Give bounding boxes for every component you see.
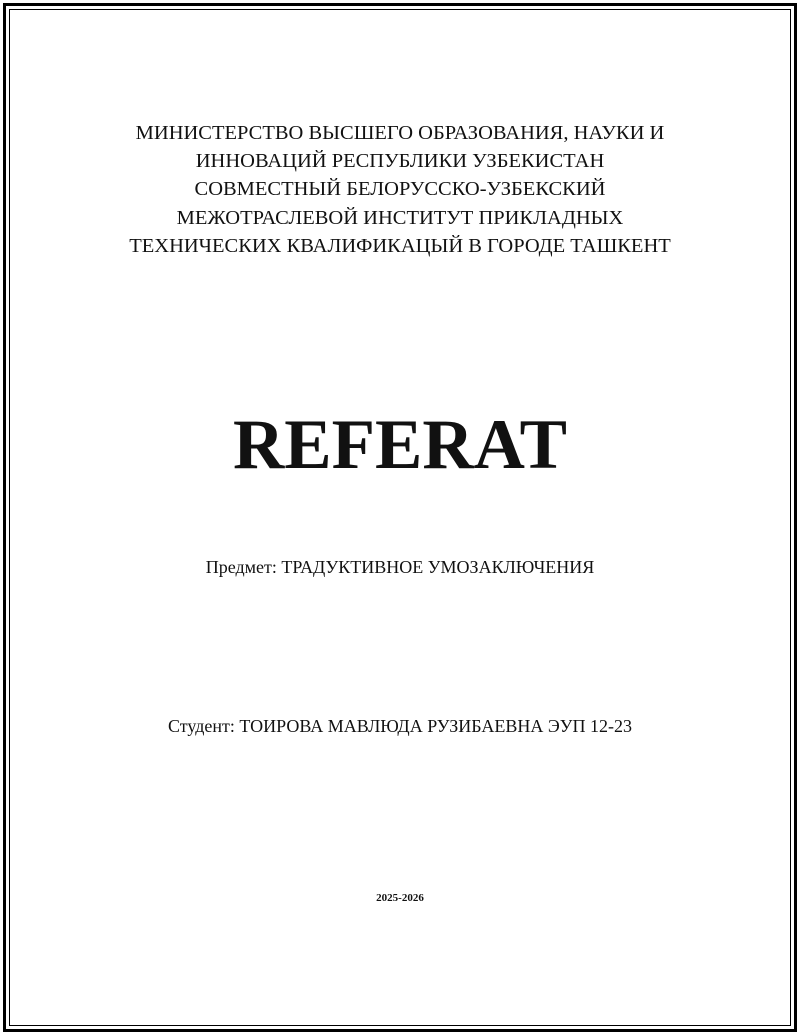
institution-header-line: ИННОВАЦИЙ РЕСПУБЛИКИ УЗБЕКИСТАН [195,150,605,173]
institution-header-line: СОВМЕСТНЫЙ БЕЛОРУССКО-УЗБЕКСКИЙ [194,178,606,201]
subject-line: Предмет: ТРАДУКТИВНОЕ УМОЗАКЛЮЧЕНИЯ [205,557,595,577]
institution-header [0,119,800,260]
institution-header-line: МЕЖОТРАСЛЕВОЙ ИНСТИТУТ ПРИКЛАДНЫХ [176,206,624,229]
document-title: REFERAT [233,406,567,484]
student-line: Студент: ТОИРОВА МАВЛЮДА РУЗИБАЕВНА ЭУП 12-23 [167,716,633,736]
institution-header-line: ТЕХНИЧЕСКИХ КВАЛИФИКАЦЫЙ В ГОРОДЕ ТАШКЕНТ [129,234,671,257]
academic-year: 2025-2026 [376,892,424,904]
institution-header-line: МИНИСТЕРСТВО ВЫСШЕГО ОБРАЗОВАНИЯ, НАУКИ И [135,122,665,144]
